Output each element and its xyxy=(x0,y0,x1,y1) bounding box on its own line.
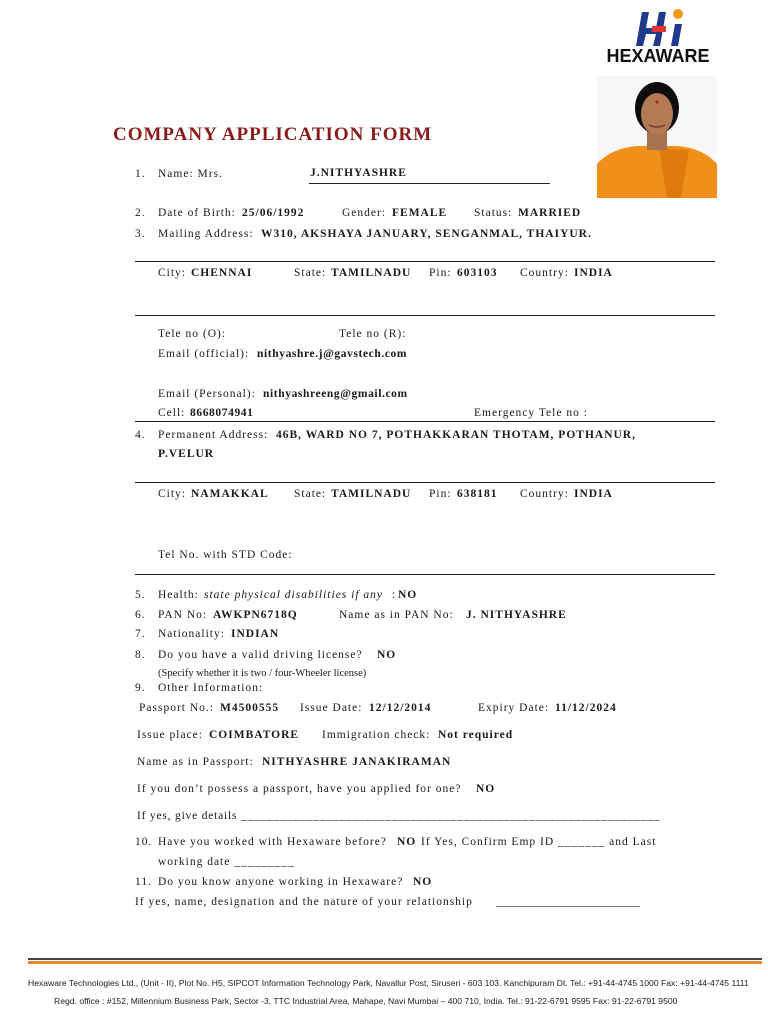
mailing-address-label: Mailing Address: xyxy=(158,228,254,240)
pin-value[interactable]: 603103 xyxy=(457,267,498,279)
tele-residence-label: Tele no (R): xyxy=(339,328,407,340)
state2-label: State: xyxy=(294,488,327,500)
form-title: COMPANY APPLICATION FORM xyxy=(113,124,433,145)
logo-wordmark: HEXAWARE xyxy=(606,46,710,66)
passport-details-field[interactable]: If yes, give details ________________________________________________________________ xyxy=(137,810,661,822)
passport-applied-value[interactable]: NO xyxy=(476,783,496,795)
state-value[interactable]: TAMILNADU xyxy=(331,267,412,279)
permanent-address-value-line2[interactable]: P.VELUR xyxy=(158,448,215,460)
passport-name-value[interactable]: NITHYASHRE JANAKIRAMAN xyxy=(262,756,452,768)
item-number-8: 8. xyxy=(135,649,146,661)
item-number-3: 3. xyxy=(135,228,146,240)
know-anyone-value[interactable]: NO xyxy=(413,876,433,888)
hexaware-mark-icon xyxy=(588,4,728,48)
name-label: Name: Mrs. xyxy=(158,168,223,180)
hexaware-emp-id-field[interactable]: If Yes, Confirm Emp ID _______ and Last xyxy=(421,836,657,848)
item-number-5: 5. xyxy=(135,589,146,601)
driving-license-label: Do you have a valid driving license? xyxy=(158,649,363,661)
nationality-label: Nationality: xyxy=(158,628,225,640)
item-number-6: 6. xyxy=(135,609,146,621)
cell-row-underline xyxy=(135,421,715,422)
cell-label: Cell: xyxy=(158,407,186,419)
city-row-underline xyxy=(135,315,715,316)
driving-license-value[interactable]: NO xyxy=(377,649,397,661)
email-official-label: Email (official): xyxy=(158,348,250,360)
item-number-7: 7. xyxy=(135,628,146,640)
gender-label: Gender: xyxy=(342,207,387,219)
immigration-check-value[interactable]: Not required xyxy=(438,729,514,741)
footer-address-line1: Hexaware Technologies Ltd., (Unit - II), Plot No. H5, SIPCOT Information Technology Park, Navallur Post, Siruseri - 603 103. Kanchipuram Dt. Tel.: +91-44-4745 1000 Fax: +91-44-4745 1111 xyxy=(28,978,749,988)
relationship-label: If yes, name, designation and the nature of your relationship xyxy=(135,896,473,908)
status-value[interactable]: MARRIED xyxy=(518,207,582,219)
issue-date-label: Issue Date: xyxy=(300,702,363,714)
pan-name-label: Name as in PAN No: xyxy=(339,609,454,621)
pan-label: PAN No: xyxy=(158,609,208,621)
health-colon: : xyxy=(392,589,397,601)
country-value[interactable]: INDIA xyxy=(574,267,613,279)
pan-name-value[interactable]: J. NITHYASHRE xyxy=(466,609,567,621)
tel-std-label: Tel No. with STD Code: xyxy=(158,549,293,561)
issue-date-value[interactable]: 12/12/2014 xyxy=(369,702,432,714)
applicant-photo xyxy=(597,76,717,198)
permanent-address-label: Permanent Address: xyxy=(158,429,269,441)
country2-value[interactable]: INDIA xyxy=(574,488,613,500)
health-label: Health: xyxy=(158,589,199,601)
passport-name-label: Name as in Passport: xyxy=(137,756,254,768)
working-date-field[interactable]: working date _________ xyxy=(158,856,295,868)
passport-applied-label: If you don’t possess a passport, have you applied for one? xyxy=(137,783,462,795)
driving-license-hint: (Specify whether it is two / four-Wheeler license) xyxy=(158,668,367,679)
city-label: City: xyxy=(158,267,187,279)
health-value[interactable]: NO xyxy=(398,589,418,601)
item-number-2: 2. xyxy=(135,207,146,219)
issue-place-label: Issue place: xyxy=(137,729,203,741)
state-label: State: xyxy=(294,267,327,279)
expiry-date-value[interactable]: 11/12/2024 xyxy=(555,702,617,714)
item-number-4: 4. xyxy=(135,429,146,441)
item-number-11: 11. xyxy=(135,876,152,888)
other-information-label: Other Information: xyxy=(158,682,264,694)
issue-place-value[interactable]: COIMBATORE xyxy=(209,729,300,741)
country-label: Country: xyxy=(520,267,569,279)
company-logo xyxy=(588,4,728,70)
city-value[interactable]: CHENNAI xyxy=(191,267,253,279)
item-number-1: 1. xyxy=(135,168,146,180)
email-personal-label: Email (Personal): xyxy=(158,388,256,400)
name-value[interactable]: J.NITHYASHRE xyxy=(310,167,407,179)
health-hint: state physical disabilities if any xyxy=(204,589,384,601)
tele-office-label: Tele no (O): xyxy=(158,328,227,340)
city2-value[interactable]: NAMAKKAL xyxy=(191,488,269,500)
hexaware-before-label: Have you worked with Hexaware before? xyxy=(158,836,387,848)
expiry-date-label: Expiry Date: xyxy=(478,702,550,714)
pin-label: Pin: xyxy=(429,267,452,279)
city2-label: City: xyxy=(158,488,187,500)
permanent-address-underline xyxy=(135,482,715,483)
footer-address-line2: Regd. office : #152, Millennium Business Park, Sector -3, TTC Industrial Area, Mahape, Navi Mumbai – 400 710, India. Tel.: 91-22-6791 9595 Fax: 91-22-6791 9500 xyxy=(54,996,678,1006)
passport-no-value[interactable]: M4500555 xyxy=(220,702,280,714)
item-number-10: 10. xyxy=(135,836,153,848)
nationality-value[interactable]: INDIAN xyxy=(231,628,280,640)
know-anyone-label: Do you know anyone working in Hexaware? xyxy=(158,876,404,888)
item-number-9: 9. xyxy=(135,682,146,694)
emergency-tele-label: Emergency Tele no : xyxy=(474,407,588,419)
mailing-address-underline xyxy=(135,261,715,262)
state2-value[interactable]: TAMILNADU xyxy=(331,488,412,500)
pin2-label: Pin: xyxy=(429,488,452,500)
tel-std-underline xyxy=(135,574,715,575)
pin2-value[interactable]: 638181 xyxy=(457,488,498,500)
mailing-address-value[interactable]: W310, AKSHAYA JANUARY, SENGANMAL, THAIYUR. xyxy=(261,228,592,240)
relationship-field[interactable]: _________________________ xyxy=(496,896,640,908)
dob-label: Date of Birth: xyxy=(158,207,236,219)
pan-value[interactable]: AWKPN6718Q xyxy=(213,609,298,621)
cell-value[interactable]: 8668074941 xyxy=(190,407,254,419)
hexaware-before-value[interactable]: NO xyxy=(397,836,417,848)
status-label: Status: xyxy=(474,207,513,219)
email-personal-value[interactable]: nithyashreeng@gmail.com xyxy=(263,388,408,400)
gender-value[interactable]: FEMALE xyxy=(392,207,448,219)
immigration-check-label: Immigration check: xyxy=(322,729,431,741)
email-official-value[interactable]: nithyashre.j@gavstech.com xyxy=(257,348,408,360)
footer-divider xyxy=(28,958,762,965)
name-underline xyxy=(309,183,550,184)
dob-value[interactable]: 25/06/1992 xyxy=(242,207,305,219)
passport-no-label: Passport No.: xyxy=(139,702,214,714)
country2-label: Country: xyxy=(520,488,569,500)
permanent-address-value[interactable]: 46B, WARD NO 7, POTHAKKARAN THOTAM, POTHANUR, xyxy=(276,429,636,441)
